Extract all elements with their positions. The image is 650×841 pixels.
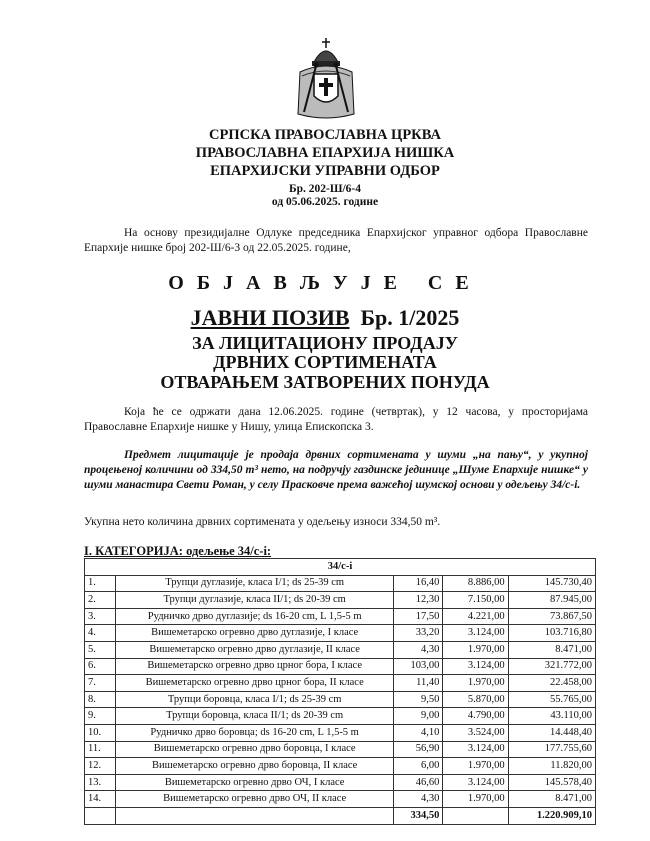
total-value: 1.220.909,10: [508, 807, 595, 824]
row-price: 4.221,00: [443, 608, 508, 625]
category-heading: I. КАТЕГОРИЈА: одељење 34/с-i:: [84, 544, 272, 558]
row-price: 3.124,00: [443, 658, 508, 675]
row-price: 3.524,00: [443, 724, 508, 741]
total-empty-price: [443, 807, 508, 824]
row-number: 8.: [85, 691, 116, 708]
row-quantity: 9,00: [394, 708, 443, 725]
row-number: 2.: [85, 592, 116, 609]
row-value: 43.110,00: [508, 708, 595, 725]
row-quantity: 4,30: [394, 791, 443, 808]
subtitle-line-3: ОТВАРАЊЕМ ЗАТВОРЕНИХ ПОНУДА: [160, 372, 490, 392]
row-quantity: 12,30: [394, 592, 443, 609]
row-quantity: 17,50: [394, 608, 443, 625]
table-row: [85, 675, 596, 692]
row-value: 321.772,00: [508, 658, 595, 675]
row-number: 9.: [85, 708, 116, 725]
table-row: [85, 658, 596, 675]
row-name: Трупци дуглазије, класа II/1; ds 20-39 cm: [116, 592, 394, 609]
row-number: 12.: [85, 758, 116, 775]
table-row: [85, 791, 596, 808]
row-number: 14.: [85, 791, 116, 808]
row-quantity: 16,40: [394, 575, 443, 592]
row-number: 1.: [85, 575, 116, 592]
row-number: 4.: [85, 625, 116, 642]
row-name: Вишеметарско огревно дрво ОЧ, I класе: [116, 774, 394, 791]
table-row: [85, 641, 596, 658]
assortment-table: [84, 558, 596, 825]
table-row: [85, 708, 596, 725]
row-name: Вишеметарско огревно дрво црног бора, II класе: [116, 675, 394, 692]
row-price: 8.886,00: [443, 575, 508, 592]
table-row: [85, 592, 596, 609]
row-name: Рудничко дрво боровца; ds 16-20 cm, L 1,5-5 m: [116, 724, 394, 741]
row-value: 103.716,80: [508, 625, 595, 642]
header-board-name: ЕПАРХИЈСКИ УПРАВНИ ОДБОР: [210, 163, 440, 179]
table-row: [85, 724, 596, 741]
row-value: 11.820,00: [508, 758, 595, 775]
row-price: 3.124,00: [443, 774, 508, 791]
row-name: Трупци дуглазије, класа I/1; ds 25-39 cm: [116, 575, 394, 592]
row-value: 22.458,00: [508, 675, 595, 692]
row-name: Вишеметарско огревно дрво дуглазије, II класе: [116, 641, 394, 658]
row-quantity: 46,60: [394, 774, 443, 791]
table-row: [85, 741, 596, 758]
row-number: 7.: [85, 675, 116, 692]
subtitle-line-1: ЗА ЛИЦИТАЦИОНУ ПРОДАЈУ: [192, 333, 458, 353]
row-quantity: 33,20: [394, 625, 443, 642]
total-quantity: 334,50: [394, 807, 443, 824]
public-call-label: ЈАВНИ ПОЗИВ: [190, 305, 350, 330]
row-quantity: 56,90: [394, 741, 443, 758]
row-quantity: 11,40: [394, 675, 443, 692]
row-name: Вишеметарско огревно дрво боровца, I класе: [116, 741, 394, 758]
row-value: 145.578,40: [508, 774, 595, 791]
row-price: 1.970,00: [443, 758, 508, 775]
document-number: Бр. 202-Ш/6-4: [289, 183, 361, 195]
document-date: од 05.06.2025. године: [271, 196, 379, 208]
auction-date-paragraph: Која ће се одржати дана 12.06.2025. године (четвртак), у 12 часова, у просторијама Православне Епархије нишке у Нишу, улица Епископска 3.: [84, 406, 588, 433]
row-number: 6.: [85, 658, 116, 675]
header-eparchy-name: ПРАВОСЛАВНА ЕПАРХИЈА НИШКА: [195, 145, 455, 161]
row-price: 4.790,00: [443, 708, 508, 725]
row-name: Вишеметарско огревно дрво боровца, II класе: [116, 758, 394, 775]
row-quantity: 6,00: [394, 758, 443, 775]
table-row: [85, 691, 596, 708]
row-name: Рудничко дрво дуглазије; ds 16-20 cm, L 1,5-5 m: [116, 608, 394, 625]
row-name: Вишеметарско огревно дрво ОЧ, II класе: [116, 791, 394, 808]
row-name: Вишеметарско огревно дрво дуглазије, I класе: [116, 625, 394, 642]
row-value: 177.755,60: [508, 741, 595, 758]
table-section-label: 34/с-i: [85, 559, 596, 576]
row-number: 5.: [85, 641, 116, 658]
row-price: 1.970,00: [443, 641, 508, 658]
row-price: 3.124,00: [443, 741, 508, 758]
table-row: [85, 608, 596, 625]
row-quantity: 4,10: [394, 724, 443, 741]
church-crest-icon: [294, 36, 358, 122]
row-value: 87.945,00: [508, 592, 595, 609]
row-value: 145.730,40: [508, 575, 595, 592]
row-number: 13.: [85, 774, 116, 791]
announce-heading: ОБЈАВЉУЈЕ СЕ: [168, 272, 482, 294]
total-empty-no: [85, 807, 116, 824]
row-price: 1.970,00: [443, 791, 508, 808]
table-header-row: [85, 559, 596, 576]
row-number: 11.: [85, 741, 116, 758]
header-church-name: СРПСКА ПРАВОСЛАВНА ЦРКВА: [209, 127, 441, 143]
row-value: 73.867,50: [508, 608, 595, 625]
row-quantity: 9,50: [394, 691, 443, 708]
public-call-number: Бр. 1/2025: [360, 305, 460, 330]
table-row: [85, 774, 596, 791]
row-price: 3.124,00: [443, 625, 508, 642]
row-quantity: 103,00: [394, 658, 443, 675]
table-total-row: [85, 807, 596, 824]
row-value: 8.471,00: [508, 791, 595, 808]
table-row: [85, 575, 596, 592]
row-name: Вишеметарско огревно дрво црног бора, I класе: [116, 658, 394, 675]
row-value: 14.448,40: [508, 724, 595, 741]
row-number: 3.: [85, 608, 116, 625]
subtitle-line-2: ДРВНИХ СОРТИМЕНАТА: [213, 352, 437, 372]
row-price: 5.870,00: [443, 691, 508, 708]
row-name: Трупци боровца, класа II/1; ds 20-39 cm: [116, 708, 394, 725]
intro-paragraph: На основу президијалне Одлуке председника Епархијског управног одбора Православне Епархије нишке број 202-Ш/6-3 од 22.05.2025. године,: [84, 227, 588, 254]
row-number: 10.: [85, 724, 116, 741]
row-name: Трупци боровца, класа I/1; ds 25-39 cm: [116, 691, 394, 708]
table-row: [85, 625, 596, 642]
row-price: 7.150,00: [443, 592, 508, 609]
row-value: 55.765,00: [508, 691, 595, 708]
table-row: [85, 758, 596, 775]
auction-subject-paragraph: Предмет лицитације је продаја дрвних сортимената у шуми „на пању“, у укупној процењеној количини од 334,50 m³ нето, на подручју газдинске јединице „Шуме Епархије нишке“ у шуми манастира Свети Роман, у селу Прасковче према важећој шумској основи у одељењу 34/с-i.: [84, 449, 588, 491]
public-call-title: [0, 305, 650, 331]
row-value: 8.471,00: [508, 641, 595, 658]
row-price: 1.970,00: [443, 675, 508, 692]
total-empty-name: [116, 807, 394, 824]
row-quantity: 4,30: [394, 641, 443, 658]
total-quantity-paragraph: Укупна нето количина дрвних сортимената у одељењу износи 334,50 m³.: [84, 516, 441, 528]
